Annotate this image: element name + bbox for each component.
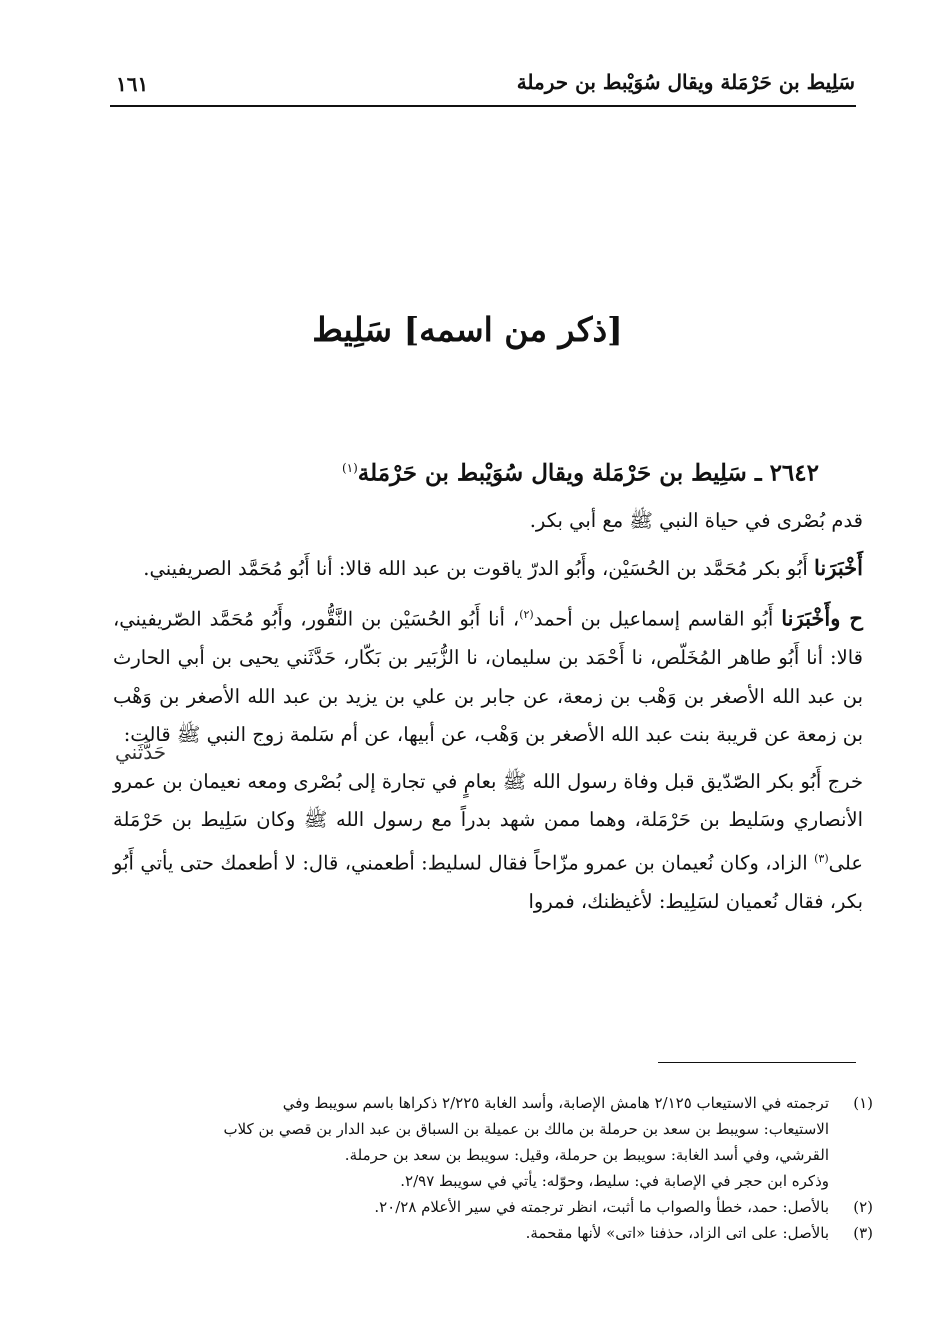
footnote-number: (٣) <box>853 1224 873 1242</box>
section-title: [ذكر من اسمه] سَلِيط <box>312 310 623 349</box>
footnote-3 <box>125 1220 873 1246</box>
footnotes <box>125 1090 873 1246</box>
footnote-number: (٢) <box>853 1198 873 1216</box>
paragraph-4 <box>113 763 863 922</box>
footnote-line: الاستيعاب: سويبط بن سعد بن حرملة بن مالك بن عميلة بن السباق بن عبد الدار بن قصي بن كلاب <box>223 1120 829 1138</box>
running-title: سَلِيط بن حَرْمَلة ويقال سُوَيْبط بن حرملة <box>516 70 855 94</box>
footnote-number: (١) <box>853 1094 873 1112</box>
footnote-ref-3: (٣) <box>814 851 829 865</box>
paragraph-3-text-b: ، أنا أَبُو الحُسَيْن بن النَّقُّور، وأَبُو مُحَمَّد الصّريفيني، قالا: أنا أَبُو طاهر المُخَلّص، نا أَحْمَد بن سليمان، نا الزُّبَير بن بَكّار، حَدَّثَني يحيى بن أبي الحارث بن عبد الله الأصغر بن وَهْب بن زمعة، عن جابر بن علي بن يزيد بن عبد الله الأصغر بن وَهْب بن زمعة عن قريبة بنت عبد الله الأصغر بن وَهْب، عن أبيها، عن أم سَلمة زوج النبي ﷺ قالت: <box>113 607 863 746</box>
paragraph-2 <box>113 549 863 589</box>
paragraph-4-text-b: الزاد، وكان نُعيمان بن عمرو مزّاحاً فقال لسليط: أطعمني، قال: لا أطعمك حتى يأتي أَبُو بكر، فقال نُعميان لسَلِيط: لأغيظنك، فمروا <box>113 851 863 913</box>
paragraph-3-text-a: أَبُو القاسم إسماعيل بن أحمد <box>533 607 782 631</box>
footnote-ref-1: (١) <box>341 461 358 475</box>
paragraph-1: قدم بُصْرى في حياة النبي ﷺ مع أبي بكر. <box>529 509 863 532</box>
paragraph-3 <box>113 596 863 755</box>
footnote-line: القرشي، وفي أسد الغابة: سويبط بن حرملة، وقيل: سويبط بن سعد بن حرملة. <box>344 1146 829 1164</box>
footnote-rule <box>658 1062 856 1063</box>
header-rule <box>110 105 856 107</box>
footnote-2 <box>125 1194 873 1220</box>
paragraph-3-prefix: ح <box>840 605 863 631</box>
entry-heading-text: ٢٦٤٢ ـ سَلِيط بن حَرْمَلة ويقال سُوَيْبط بن حَرْمَلة <box>357 459 819 487</box>
entry-heading <box>342 448 819 494</box>
margin-annotation: حَدَّثَني <box>115 740 167 764</box>
paragraph-4-text-a: خرج أَبُو بكر الصّدّيق قبل وفاة رسول الله ﷺ بعامٍ في تجارة إلى بُصْرى ومعه نعيمان بن عمرو الأنصاري وسَليط بن حَرْمَلة، وهما ممن شهد بدراً مع رسول الله ﷺ وكان سَلِيط بن حَرْمَلة على <box>113 769 863 874</box>
footnote-line: وذكره ابن حجر في الإصابة في: سليط، وحوّله: يأتي في سويبط ٢/٩٧. <box>400 1172 829 1190</box>
lead-word: وأَخْبَرَنا <box>781 605 841 631</box>
footnote-line: بالأصل: على اتى الزاد، حذفنا «اتى» لأنها مقحمة. <box>525 1224 829 1242</box>
paragraph-2-text: أَبُو بكر مُحَمَّد بن الحُسَيْن، وأَبُو الدرّ ياقوت بن عبد الله قالا: أنا أَبُو مُحَمَّد الصريفيني. <box>143 556 815 580</box>
page-number: ١٦١ <box>116 72 149 96</box>
body-text <box>113 502 863 921</box>
footnote-1 <box>125 1090 873 1194</box>
footnote-ref-2: (٢) <box>519 608 534 621</box>
lead-word: أَخْبَرَنا <box>814 554 863 580</box>
running-header <box>110 66 855 106</box>
footnote-line: ترجمته في الاستيعاب ٢/١٢٥ هامش الإصابة، وأسد الغابة ٢/٢٢٥ ذكراها باسم سويبط وفي <box>282 1094 829 1112</box>
footnote-line: بالأصل: حمد، خطأ والصواب ما أثبت، انظر ترجمته في سير الأعلام ٢٠/٢٨. <box>374 1198 829 1216</box>
